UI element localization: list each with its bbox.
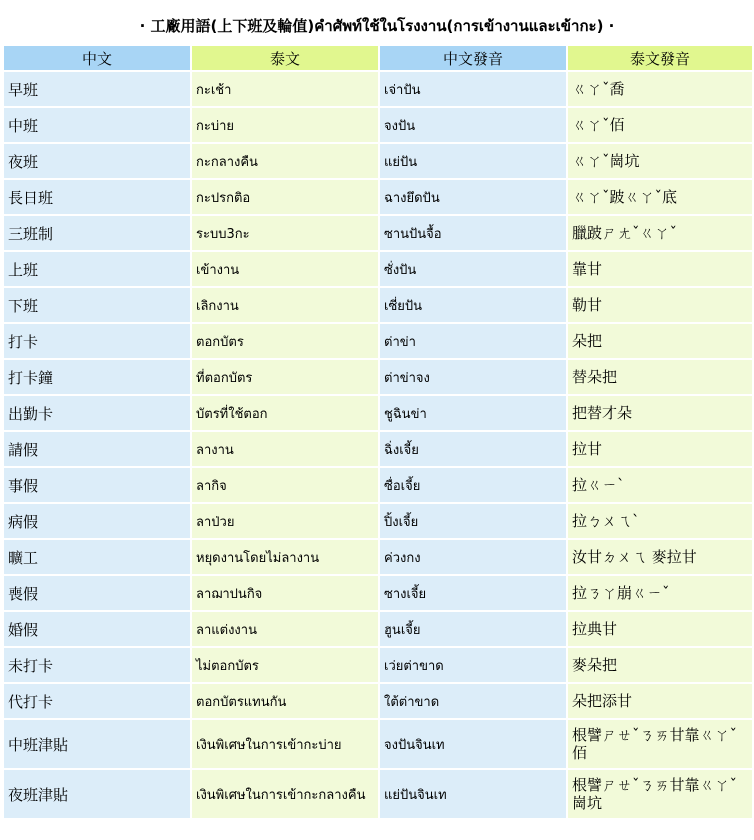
thai-pronunciation-cell: 拉ㄋㄚ崩ㄍㄧˇ (568, 576, 752, 610)
chinese-pronunciation-cell: แย่ปันจินเท (380, 770, 566, 818)
vocabulary-table (2, 44, 754, 820)
thai-cell: ตอกบัตรแทนกัน (192, 684, 378, 718)
thai-cell: บัตรที่ใช้ตอก (192, 396, 378, 430)
chinese-pronunciation-cell: ฮูนเจี้ย (380, 612, 566, 646)
table-row (4, 252, 752, 286)
chinese-cell: 夜班津貼 (4, 770, 190, 818)
chinese-cell: 打卡 (4, 324, 190, 358)
chinese-pronunciation-cell: ซั่งปัน (380, 252, 566, 286)
chinese-cell: 婚假 (4, 612, 190, 646)
chinese-pronunciation-cell: จงปัน (380, 108, 566, 142)
thai-cell: ลางาน (192, 432, 378, 466)
page-title: · 工廠用語(上下班及輪值)คำศัพท์ใช้ในโรงงาน(การเข้างานและเข้ากะ) · (139, 17, 615, 35)
chinese-pronunciation-cell: ฉางยึดปัน (380, 180, 566, 214)
thai-pronunciation-cell: ㄍㄚˇ崗坑 (568, 144, 752, 178)
thai-cell: หยุดงานโดยไม่ลางาน (192, 540, 378, 574)
thai-cell: กะเช้า (192, 72, 378, 106)
thai-cell: กะบ่าย (192, 108, 378, 142)
chinese-cell: 曠工 (4, 540, 190, 574)
chinese-cell: 夜班 (4, 144, 190, 178)
chinese-pronunciation-cell: ชูฉินข่า (380, 396, 566, 430)
chinese-pronunciation-cell: ต่าข่าจง (380, 360, 566, 394)
table-row (4, 324, 752, 358)
thai-cell: เลิกงาน (192, 288, 378, 322)
thai-pronunciation-cell: ㄍㄚˇ佰 (568, 108, 752, 142)
column-header-chinese: 中文 (4, 46, 190, 70)
thai-pronunciation-cell: 根譬ㄕㄝˇㄋㄞ甘靠ㄍㄚˇ佰 (568, 720, 752, 768)
thai-cell: เงินพิเศษในการเข้ากะกลางคืน (192, 770, 378, 818)
chinese-cell: 上班 (4, 252, 190, 286)
column-header-thai-pronunciation: 泰文發音 (568, 46, 752, 70)
thai-cell: ลาป่วย (192, 504, 378, 538)
chinese-pronunciation-cell: จงปันจินเท (380, 720, 566, 768)
thai-cell: ลากิจ (192, 468, 378, 502)
thai-pronunciation-cell: 朵把 (568, 324, 752, 358)
table-row (4, 432, 752, 466)
table-row (4, 504, 752, 538)
chinese-cell: 事假 (4, 468, 190, 502)
table-row (4, 396, 752, 430)
thai-cell: ที่ตอกบัตร (192, 360, 378, 394)
table-row (4, 540, 752, 574)
thai-pronunciation-cell: ㄍㄚˇ喬 (568, 72, 752, 106)
chinese-cell: 中班津貼 (4, 720, 190, 768)
thai-pronunciation-cell: 靠甘 (568, 252, 752, 286)
chinese-pronunciation-cell: ปิ้งเจี้ย (380, 504, 566, 538)
thai-pronunciation-cell: ㄍㄚˇ跛ㄍㄚˇ底 (568, 180, 752, 214)
table-row (4, 108, 752, 142)
chinese-pronunciation-cell: ซานปันจื้อ (380, 216, 566, 250)
chinese-cell: 代打卡 (4, 684, 190, 718)
table-row (4, 180, 752, 214)
table-row (4, 288, 752, 322)
thai-cell: ลาแต่งงาน (192, 612, 378, 646)
thai-cell: กะกลางคืน (192, 144, 378, 178)
table-row (4, 612, 752, 646)
chinese-pronunciation-cell: เซี่ยปัน (380, 288, 566, 322)
chinese-cell: 病假 (4, 504, 190, 538)
chinese-pronunciation-cell: แย่ปัน (380, 144, 566, 178)
thai-pronunciation-cell: 汝甘ㄉㄨㄟ 麥拉甘 (568, 540, 752, 574)
table-row (4, 72, 752, 106)
thai-pronunciation-cell: 臘跛ㄕㄤˇㄍㄚˇ (568, 216, 752, 250)
chinese-cell: 未打卡 (4, 648, 190, 682)
chinese-cell: 請假 (4, 432, 190, 466)
thai-pronunciation-cell: 把替才朵 (568, 396, 752, 430)
chinese-cell: 下班 (4, 288, 190, 322)
chinese-pronunciation-cell: ใต้ต่าขาด (380, 684, 566, 718)
chinese-pronunciation-cell: ค่วงกง (380, 540, 566, 574)
thai-pronunciation-cell: 朵把添甘 (568, 684, 752, 718)
table-header-row (4, 46, 752, 70)
table-row (4, 576, 752, 610)
chinese-pronunciation-cell: ซื่อเจี้ย (380, 468, 566, 502)
thai-cell: ลาฌาปนกิจ (192, 576, 378, 610)
chinese-pronunciation-cell: เว่ยต่าขาด (380, 648, 566, 682)
thai-pronunciation-cell: 勒甘 (568, 288, 752, 322)
table-row (4, 360, 752, 394)
thai-pronunciation-cell: 拉ㄅㄨㄟˋ (568, 504, 752, 538)
table-row (4, 144, 752, 178)
column-header-thai: 泰文 (192, 46, 378, 70)
thai-cell: เงินพิเศษในการเข้ากะบ่าย (192, 720, 378, 768)
chinese-cell: 三班制 (4, 216, 190, 250)
table-row (4, 648, 752, 682)
chinese-cell: 長日班 (4, 180, 190, 214)
chinese-cell: 早班 (4, 72, 190, 106)
chinese-pronunciation-cell: ฉิ่งเจี้ย (380, 432, 566, 466)
thai-pronunciation-cell: 替朵把 (568, 360, 752, 394)
thai-cell: กะปรกติอ (192, 180, 378, 214)
chinese-cell: 出勤卡 (4, 396, 190, 430)
chinese-pronunciation-cell: ต่าข่า (380, 324, 566, 358)
thai-pronunciation-cell: 麥朵把 (568, 648, 752, 682)
chinese-pronunciation-cell: เจ่าปัน (380, 72, 566, 106)
chinese-cell: 喪假 (4, 576, 190, 610)
thai-pronunciation-cell: 拉ㄍㄧˋ (568, 468, 752, 502)
thai-pronunciation-cell: 拉甘 (568, 432, 752, 466)
thai-cell: ตอกบัตร (192, 324, 378, 358)
table-row (4, 216, 752, 250)
thai-cell: ไม่ตอกบัตร (192, 648, 378, 682)
table-row (4, 770, 752, 818)
column-header-chinese-pronunciation: 中文發音 (380, 46, 566, 70)
chinese-pronunciation-cell: ซางเจี้ย (380, 576, 566, 610)
table-row (4, 720, 752, 768)
chinese-cell: 中班 (4, 108, 190, 142)
thai-cell: ระบบ3กะ (192, 216, 378, 250)
thai-pronunciation-cell: 根譬ㄕㄝˇㄋㄞ甘靠ㄍㄚˇ崗坑 (568, 770, 752, 818)
thai-cell: เข้างาน (192, 252, 378, 286)
table-row (4, 684, 752, 718)
table-row (4, 468, 752, 502)
chinese-cell: 打卡鐘 (4, 360, 190, 394)
thai-pronunciation-cell: 拉典甘 (568, 612, 752, 646)
table-body (4, 72, 752, 818)
